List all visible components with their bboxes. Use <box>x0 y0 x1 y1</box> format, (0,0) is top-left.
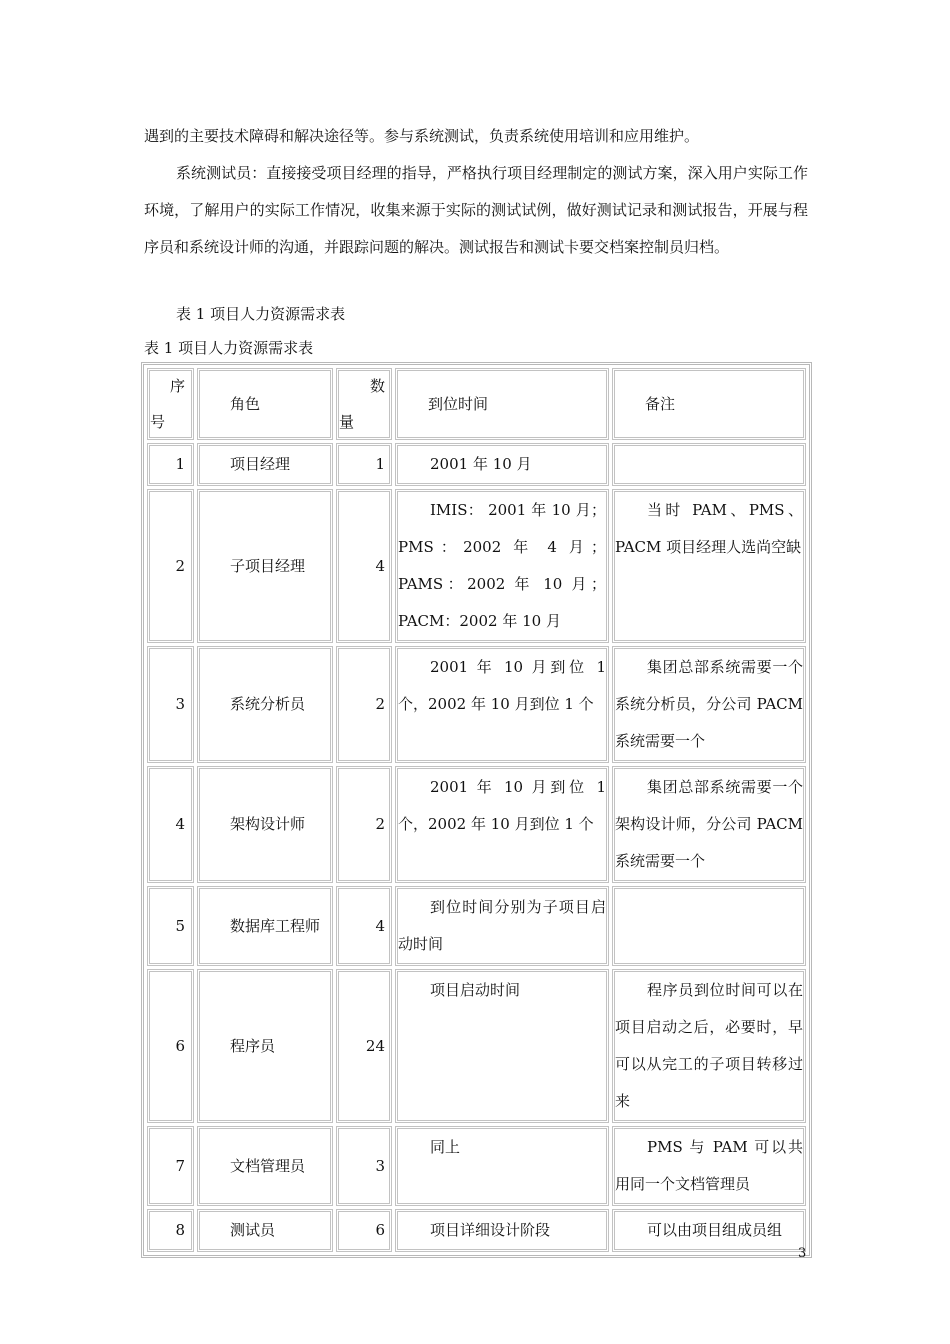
table-row <box>147 969 806 1123</box>
row-seq: 4 <box>147 766 194 883</box>
row-note: 当时 PAM、PMS、PACM 项目经理人选尚空缺 <box>612 489 806 643</box>
row-note <box>612 886 806 966</box>
row-note: 集团总部系统需要一个系统分析员，分公司 PACM 系统需要一个 <box>612 646 806 763</box>
table-row <box>147 766 806 883</box>
row-note: 可以由项目组成员组 <box>612 1209 806 1252</box>
row-time: 2001 年 10 月到位 1 个，2002 年 10 月到位 1 个 <box>395 646 609 763</box>
header-seq-top: 序 <box>169 377 185 395</box>
row-qty: 4 <box>336 886 392 966</box>
row-note: 程序员到位时间可以在项目启动之后，必要时，早可以从完工的子项目转移过来 <box>612 969 806 1123</box>
row-time: 同上 <box>395 1126 609 1206</box>
hr-requirements-table <box>141 362 812 1258</box>
row-time: 到位时间分别为子项目启动时间 <box>395 886 609 966</box>
row-seq: 8 <box>147 1209 194 1252</box>
row-time: 2001 年 10 月 <box>395 443 609 486</box>
row-qty: 2 <box>336 646 392 763</box>
header-seq-bottom: 号 <box>150 413 166 431</box>
row-seq: 7 <box>147 1126 194 1206</box>
header-role: 角色 <box>197 368 333 440</box>
row-seq: 1 <box>147 443 194 486</box>
header-qty-top: 数 <box>369 377 385 395</box>
row-role: 子项目经理 <box>197 489 333 643</box>
row-role: 架构设计师 <box>197 766 333 883</box>
row-seq: 2 <box>147 489 194 643</box>
row-seq: 6 <box>147 969 194 1123</box>
row-note: 集团总部系统需要一个架构设计师，分公司 PACM 系统需要一个 <box>612 766 806 883</box>
header-time: 到位时间 <box>395 368 609 440</box>
table-row <box>147 646 806 763</box>
row-time: 项目详细设计阶段 <box>395 1209 609 1252</box>
body-paragraph-2: 系统测试员：直接接受项目经理的指导，严格执行项目经理制定的测试方案，深入用户实际工作环境，了解用户的实际工作情况，收集来源于实际的测试试例，做好测试记录和测试报告，开展与程序员和系统设计师的沟通，并跟踪问题的解决。测试报告和测试卡要交档案控制员归档。 <box>144 164 808 256</box>
header-seq <box>147 368 194 440</box>
header-qty-bottom: 量 <box>339 413 355 431</box>
row-qty: 6 <box>336 1209 392 1252</box>
row-note <box>612 443 806 486</box>
row-qty: 24 <box>336 969 392 1123</box>
row-role: 程序员 <box>197 969 333 1123</box>
row-qty: 1 <box>336 443 392 486</box>
row-role: 测试员 <box>197 1209 333 1252</box>
table-caption-indented: 表 1 项目人力资源需求表 <box>176 305 346 323</box>
table-row <box>147 1209 806 1252</box>
header-qty <box>336 368 392 440</box>
row-role: 数据库工程师 <box>197 886 333 966</box>
row-time: 项目启动时间 <box>395 969 609 1123</box>
row-seq: 3 <box>147 646 194 763</box>
row-qty: 4 <box>336 489 392 643</box>
row-note: PMS 与 PAM 可以共用同一个文档管理员 <box>612 1126 806 1206</box>
table-caption: 表 1 项目人力资源需求表 <box>144 339 314 357</box>
row-role: 项目经理 <box>197 443 333 486</box>
table-header-row <box>147 368 806 440</box>
row-role: 系统分析员 <box>197 646 333 763</box>
table-row <box>147 489 806 643</box>
row-seq: 5 <box>147 886 194 966</box>
page-number: 3 <box>798 1246 807 1261</box>
table-row <box>147 1126 806 1206</box>
row-time: 2001 年 10 月到位 1 个，2002 年 10 月到位 1 个 <box>395 766 609 883</box>
table-row <box>147 443 806 486</box>
row-qty: 2 <box>336 766 392 883</box>
header-note: 备注 <box>612 368 806 440</box>
row-role: 文档管理员 <box>197 1126 333 1206</box>
table-row <box>147 886 806 966</box>
body-paragraph-1: 遇到的主要技术障碍和解决途径等。参与系统测试，负责系统使用培训和应用维护。 <box>144 127 700 145</box>
row-qty: 3 <box>336 1126 392 1206</box>
row-time: IMIS： 2001 年 10 月； PMS：2002 年 4 月；PAMS：2002 年 10 月；PACM：2002 年 10 月 <box>395 489 609 643</box>
